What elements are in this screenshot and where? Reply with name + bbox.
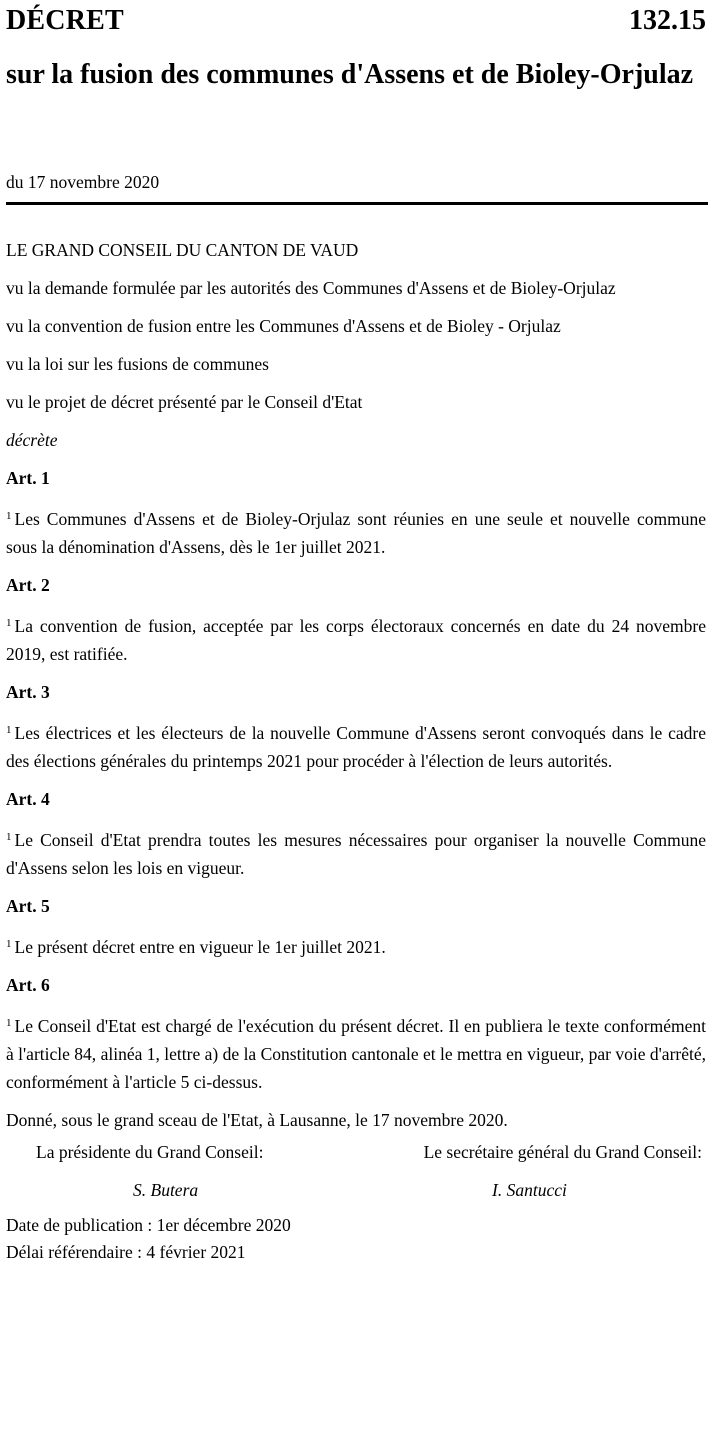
referendum-deadline: Délai référendaire : 4 février 2021 [6,1242,246,1262]
publication-info [6,1212,706,1266]
doc-date: du 17 novembre 2020 [6,172,160,192]
decree-page [6,0,706,1262]
paragraph-number: 1 [6,724,12,736]
article-heading: Art. 4 [6,789,50,809]
paragraph-number: 1 [6,510,12,522]
signer-left-role: La présidente du Grand Conseil: [36,1142,264,1162]
article-body: Les électrices et les électeurs de la nouvelle Commune d'Assens seront convoqués dans le cadre des élections générales du printemps 2021 pour procéder à l'élection de leurs autorités. [6,723,706,771]
article-body: La convention de fusion, acceptée par les corps électoraux concernés en date du 24 novembre 2019, est ratifiée. [6,616,706,664]
preamble-item: vu la loi sur les fusions de communes [6,354,269,374]
header-divider [6,202,708,205]
article-text [6,930,706,961]
signer-right-name: I. Santucci [492,1180,567,1200]
doc-number: 132.15 [629,5,706,36]
preamble-item: vu la demande formulée par les autorités des Communes d'Assens et de Bioley-Orjulaz [6,278,616,298]
article-text [6,609,706,668]
publication-date: Date de publication : 1er décembre 2020 [6,1215,291,1235]
article-text [6,502,706,561]
paragraph-number: 1 [6,938,12,950]
article-body: Les Communes d'Assens et de Bioley-Orjulaz sont réunies en une seule et nouvelle commune sous la dénomination d'Assens, dès le 1er juillet 2021. [6,509,706,557]
signer-left-name: S. Butera [133,1180,199,1200]
doc-type: DÉCRET [6,5,124,36]
paragraph-number: 1 [6,1017,12,1029]
article-heading: Art. 6 [6,975,50,995]
article-heading: Art. 5 [6,896,50,916]
article-text [6,716,706,775]
article-text [6,1009,706,1096]
signer-right-role: Le secrétaire général du Grand Conseil: [423,1142,702,1162]
signer-roles [6,1138,706,1172]
article-body: Le Conseil d'Etat est chargé de l'exécution du présent décret. Il en publiera le texte conformément à l'article 84, alinéa 1, lettre a) de la Constitution cantonale et le mettra en vigueur, par voie d'arrêté, conformément à l'article 5 ci-dessus. [6,1016,706,1092]
paragraph-number: 1 [6,617,12,629]
paragraph-number: 1 [6,831,12,843]
preamble-item: vu la convention de fusion entre les Communes d'Assens et de Bioley - Orjulaz [6,316,561,336]
decrete-word: décrète [6,430,58,450]
article-heading: Art. 2 [6,575,50,595]
header-row [6,0,706,44]
preamble-authority: LE GRAND CONSEIL DU CANTON DE VAUD [6,240,359,260]
signer-names [6,1172,706,1210]
article-heading: Art. 1 [6,468,50,488]
article-text [6,823,706,882]
given-statement: Donné, sous le grand sceau de l'Etat, à Lausanne, le 17 novembre 2020. [6,1110,508,1130]
decree-body [6,236,706,1266]
article-heading: Art. 3 [6,682,50,702]
doc-title: sur la fusion des communes d'Assens et de Bioley-Orjulaz [6,59,694,90]
article-body: Le présent décret entre en vigueur le 1er juillet 2021. [14,937,386,957]
preamble-item: vu le projet de décret présenté par le Conseil d'Etat [6,392,363,412]
article-body: Le Conseil d'Etat prendra toutes les mesures nécessaires pour organiser la nouvelle Commune d'Assens selon les lois en vigueur. [6,830,706,878]
